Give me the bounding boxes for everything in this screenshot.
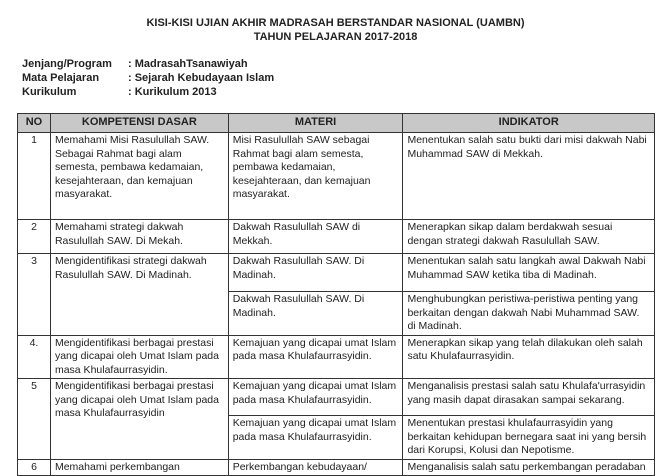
meta-label: Mata Pelajaran	[22, 72, 100, 84]
cell-materi: Kemajuan yang dicapai umat Islam pada masa Khulafaurrasyidin.	[228, 335, 403, 379]
cell-indikator: Menghubungkan peristiwa-peristiwa penting yang berkaitan dengan dakwah Nabi Muhammad SAW. di Madinah.	[403, 292, 655, 336]
cell-materi: Kemajuan yang dicapai umat Islam pada masa Khulafaurrasyidin.	[228, 379, 403, 416]
cell-materi: Perkembangan kebudayaan/	[228, 459, 403, 476]
cell-kd: Memahami perkembangan	[50, 459, 228, 476]
table-header-row	[18, 114, 655, 133]
cell-no: 6	[18, 459, 51, 476]
table-row	[18, 379, 655, 416]
kisi-kisi-table	[17, 113, 655, 476]
table-row	[18, 220, 655, 254]
cell-indikator: Menentukan prestasi khulafaurrasyidin yang berkaitan kehidupan bernegara saat ini yang bersih dari Korupsi, Kolusi dan Nepotisme.	[403, 416, 655, 460]
cell-no: 2	[18, 220, 51, 254]
document-title: KISI-KISI UJIAN AKHIR MADRASAH BERSTANDAR NASIONAL (UAMBN)	[146, 17, 525, 29]
meta-kurikulum	[22, 86, 217, 98]
cell-kd: Mengidentifikasi berbagai prestasi yang dicapai oleh Umat Islam pada masa Khulafaurrasyidin	[50, 379, 228, 460]
meta-value: : Kurikulum 2013	[128, 86, 217, 98]
cell-indikator: Menganalisis salah satu perkembangan peradaban	[403, 459, 655, 476]
document-subtitle: TAHUN PELAJARAN 2017-2018	[253, 31, 418, 43]
header-no: NO	[18, 114, 51, 133]
meta-value: : MadrasahTsanawiyah	[128, 58, 248, 70]
cell-indikator: Menentukan salah satu langkah awal Dakwah Nabi Muhammad SAW ketika tiba di Madinah.	[403, 254, 655, 292]
cell-indikator: Menerapkan sikap dalam berdakwah sesuai dengan strategi dakwah Rasulullah SAW.	[403, 220, 655, 254]
cell-kd: Mengidentifikasi strategi dakwah Rasulullah SAW. Di Madinah.	[50, 254, 228, 336]
table-row	[18, 254, 655, 292]
table-row	[18, 133, 655, 220]
table-row	[18, 335, 655, 379]
header-kd: KOMPETENSI DASAR	[50, 114, 228, 133]
cell-no: 1	[18, 133, 51, 220]
cell-materi: Dakwah Rasulullah SAW. Di Madinah.	[228, 254, 403, 292]
cell-indikator: Menganalisis prestasi salah satu Khulafa'urrasyidin yang masih dapat dirasakan sampai sekarang.	[403, 379, 655, 416]
cell-materi: Dakwah Rasulullah SAW. Di Madinah.	[228, 292, 403, 336]
table-row	[18, 459, 655, 476]
cell-indikator: Menerapkan sikap yang telah dilakukan oleh salah satu Khulafaurrasyidin.	[403, 335, 655, 379]
cell-materi: Misi Rasulullah SAW sebagai Rahmat bagi alam semesta, pembawa kedamaian, kesejahteraan, dan kemajuan masyarakat.	[228, 133, 403, 220]
cell-materi: Kemajuan yang dicapai umat Islam pada masa Khulafaurrasyidin.	[228, 416, 403, 460]
cell-no: 3	[18, 254, 51, 336]
cell-no: 4.	[18, 335, 51, 379]
cell-kd: Mengidentifikasi berbagai prestasi yang dicapai oleh Umat Islam pada masa Khulafaurrasyidin.	[50, 335, 228, 379]
header-indikator: INDIKATOR	[403, 114, 655, 133]
meta-label: Jenjang/Program	[22, 58, 112, 70]
cell-kd: Memahami Misi Rasulullah SAW. Sebagai Rahmat bagi alam semesta, pembawa kedamaian, kesejahteraan, dan kemajuan masyarakat.	[50, 133, 228, 220]
cell-materi: Dakwah Rasulullah SAW di Mekkah.	[228, 220, 403, 254]
cell-kd: Memahami strategi dakwah Rasulullah SAW. Di Mekah.	[50, 220, 228, 254]
cell-no: 5	[18, 379, 51, 460]
meta-value: : Sejarah Kebudayaan Islam	[128, 72, 275, 84]
cell-indikator: Menentukan salah satu bukti dari misi dakwah Nabi Muhammad SAW di Mekkah.	[403, 133, 655, 220]
header-materi: MATERI	[228, 114, 403, 133]
meta-jenjang	[22, 58, 248, 70]
meta-label: Kurikulum	[22, 86, 77, 98]
meta-mapel	[22, 72, 274, 84]
